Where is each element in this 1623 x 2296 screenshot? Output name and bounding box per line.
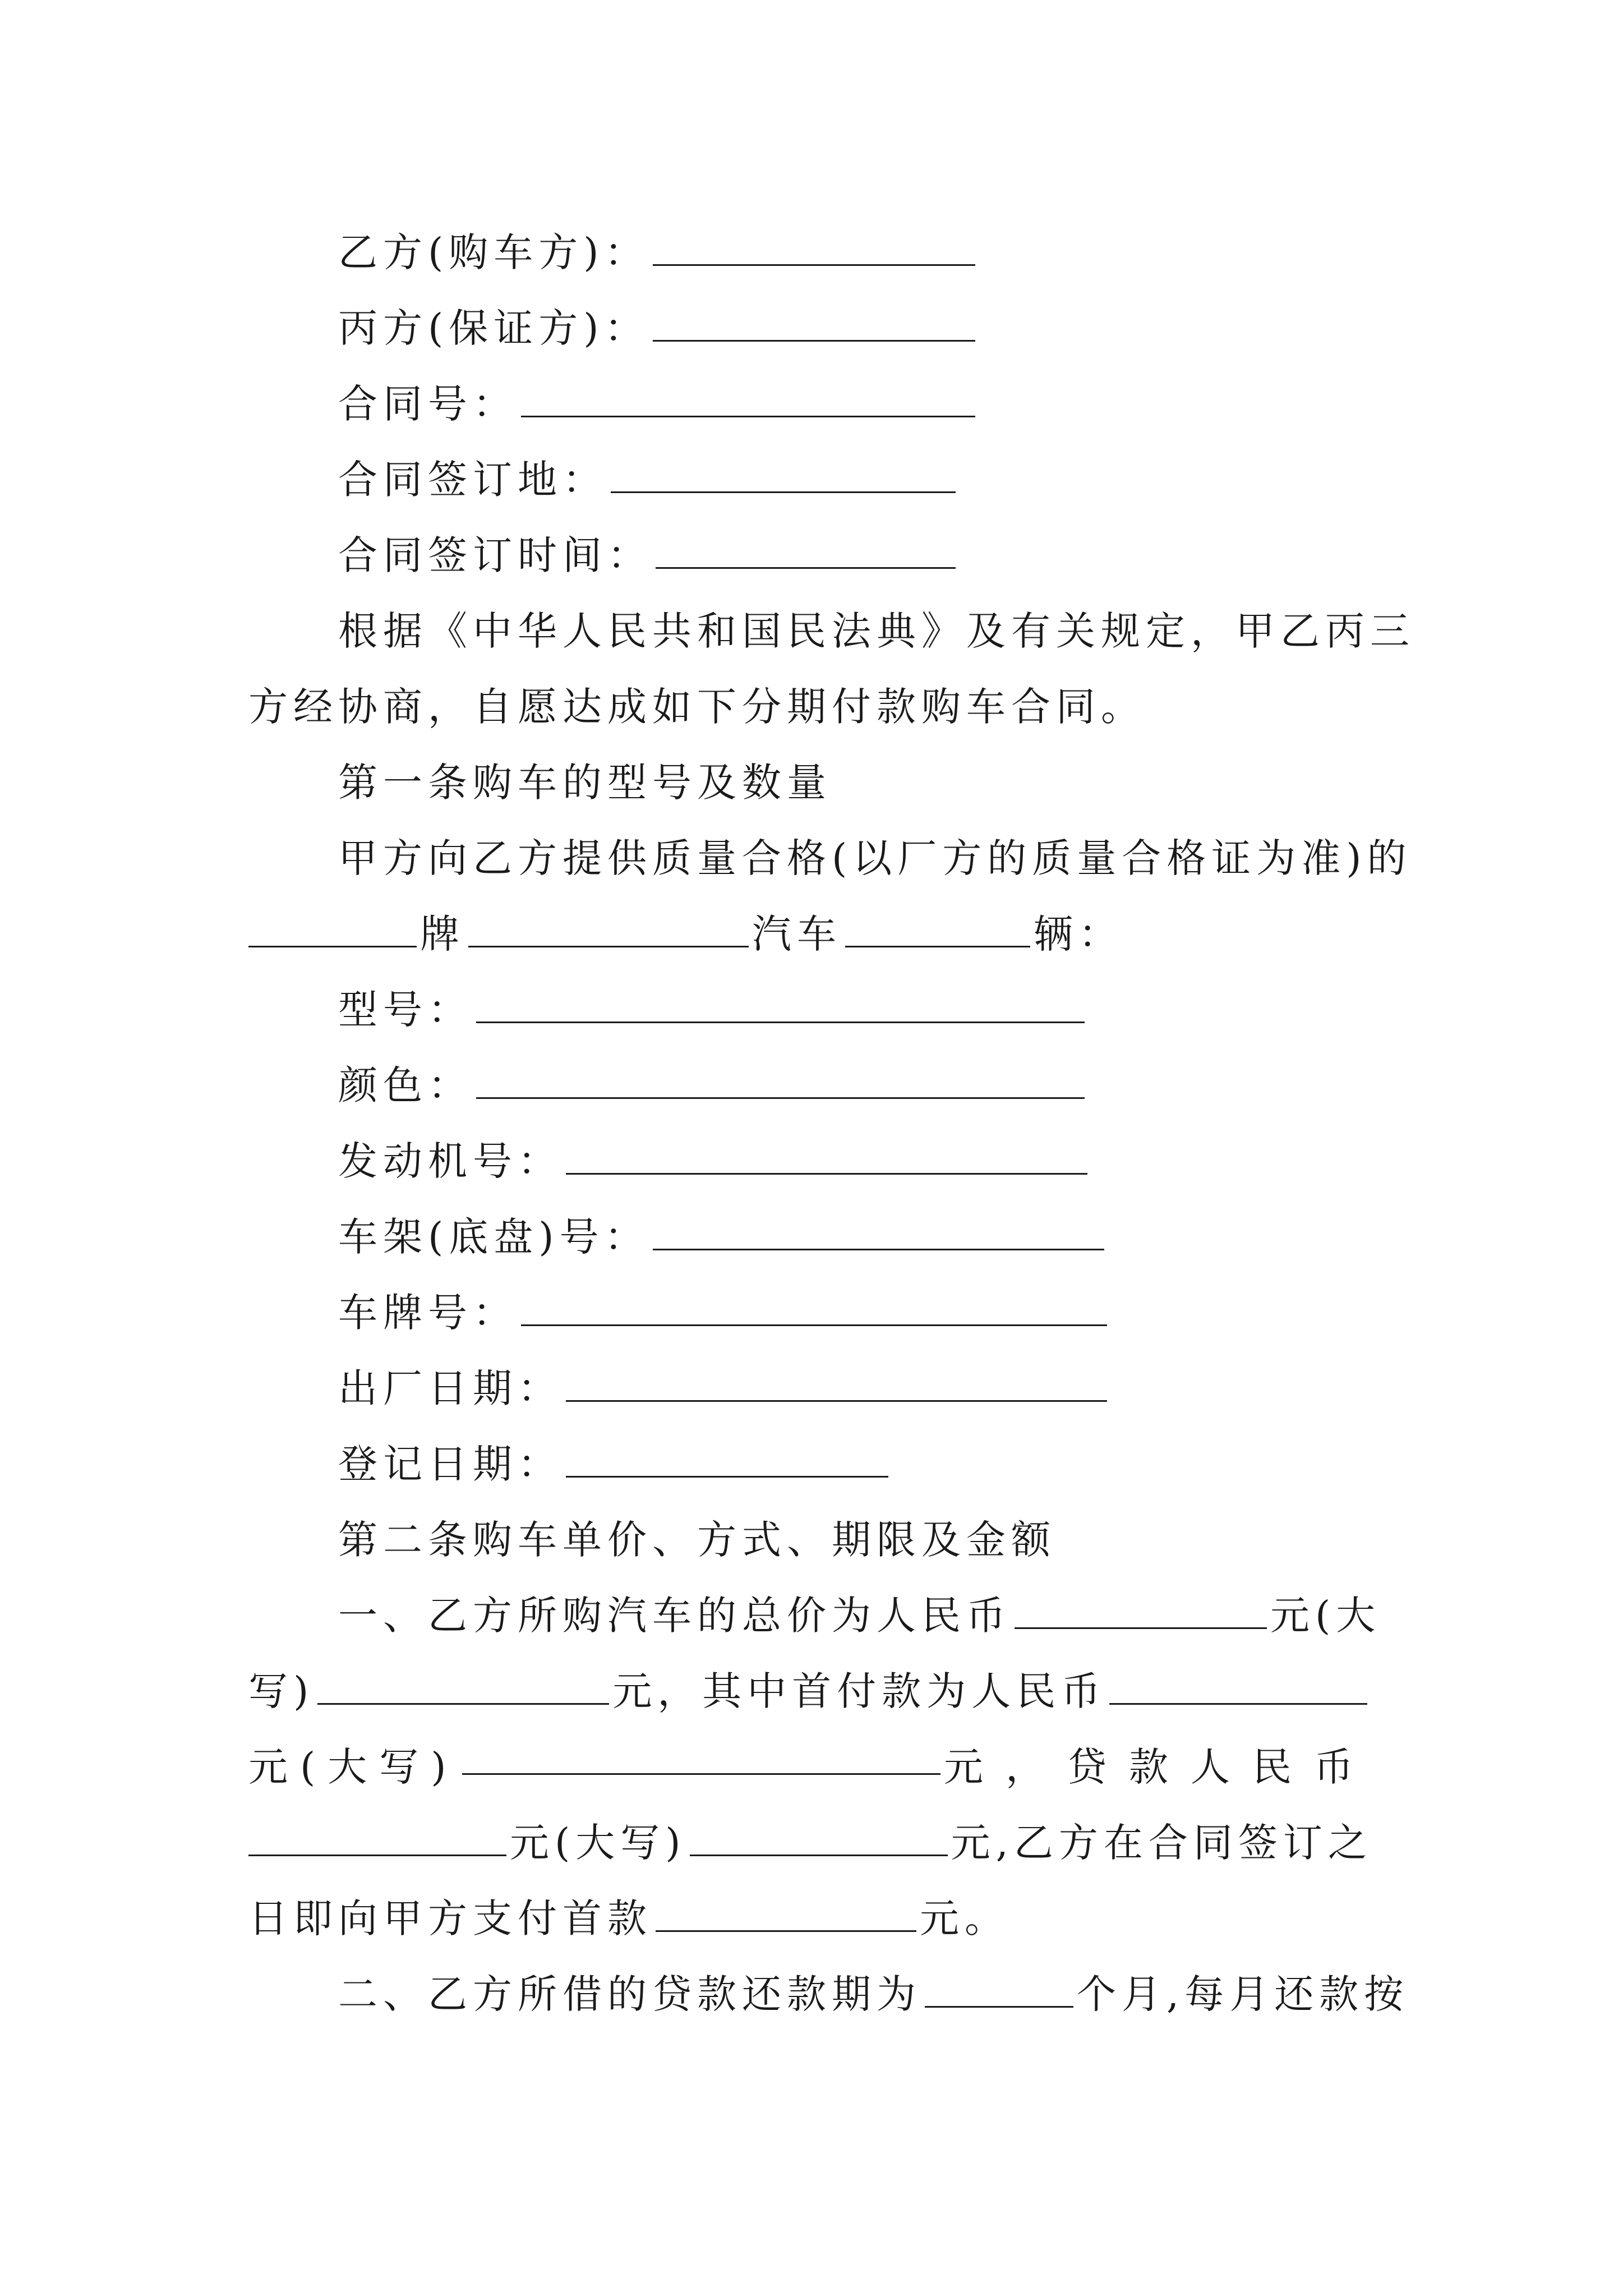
payment-day-text: 元,乙方在合同签订之 — [951, 1820, 1373, 1866]
unit-suffix: 辆： — [1034, 911, 1123, 957]
loan-caps-text: 元(大写) — [510, 1820, 686, 1866]
factory-date-label: 出厂日期： — [338, 1365, 562, 1411]
preamble-line-2: 方经协商，自愿达成如下分期付款购车合同。 — [248, 684, 1146, 730]
down-payment-caps-text: 元(大写) — [248, 1744, 459, 1790]
model-row — [338, 984, 1088, 1035]
car-name-blank[interactable] — [468, 914, 749, 947]
total-price-blank[interactable] — [1015, 1596, 1267, 1629]
buyer-blank[interactable] — [653, 233, 975, 266]
brand-blank[interactable] — [248, 914, 417, 947]
loan-text: 元，贷款人民币 — [944, 1744, 1376, 1790]
sign-time-blank[interactable] — [656, 536, 956, 569]
color-row — [338, 1060, 1088, 1111]
brand-suffix: 牌 — [420, 911, 465, 957]
first-payment-blank[interactable] — [656, 1899, 916, 1932]
register-date-label: 登记日期： — [338, 1441, 562, 1487]
down-payment-caps-blank[interactable] — [462, 1742, 940, 1775]
article1-title: 第一条购车的型号及数量 — [338, 760, 832, 806]
guarantor-blank[interactable] — [653, 309, 975, 342]
car-suffix: 汽车 — [752, 911, 842, 957]
chassis-blank[interactable] — [653, 1217, 1104, 1250]
engine-blank[interactable] — [566, 1142, 1087, 1175]
first-payment-unit: 元。 — [920, 1895, 1009, 1941]
register-date-row — [338, 1439, 892, 1489]
contract-no-label: 合同号： — [338, 381, 518, 427]
sign-place-blank[interactable] — [611, 460, 956, 493]
sign-place-row — [338, 454, 959, 505]
guarantor-label: 丙方(保证方)： — [338, 305, 649, 351]
repayment-tail: 个月,每月还款按 — [1077, 1971, 1409, 2017]
engine-row — [338, 1136, 1091, 1186]
guarantor-row — [338, 303, 979, 353]
plate-blank[interactable] — [521, 1293, 1107, 1326]
model-blank[interactable] — [476, 990, 1085, 1023]
loan-amount-row — [248, 1818, 1373, 1868]
caps-prefix: 写) — [248, 1668, 315, 1714]
buyer-label: 乙方(购车方)： — [338, 229, 649, 275]
total-price-text: 一、乙方所购汽车的总价为人民币 — [338, 1593, 1011, 1639]
repayment-text: 二、乙方所借的贷款还款期为 — [338, 1971, 921, 2017]
brand-row — [248, 909, 1123, 959]
chassis-row — [338, 1212, 1108, 1262]
plate-row — [338, 1287, 1110, 1338]
factory-date-row — [338, 1363, 1110, 1414]
total-price-row — [338, 1590, 1381, 1641]
loan-caps-blank[interactable] — [690, 1823, 948, 1856]
factory-date-blank[interactable] — [566, 1369, 1107, 1402]
plate-label: 车牌号： — [338, 1290, 518, 1336]
repayment-months-blank[interactable] — [925, 1975, 1073, 2008]
article1-line-1: 甲方向乙方提供质量合格(以厂方的质量合格证为准)的 — [338, 835, 1412, 881]
color-blank[interactable] — [476, 1066, 1085, 1099]
contract-no-blank[interactable] — [521, 384, 975, 417]
loan-amount-blank[interactable] — [248, 1823, 506, 1856]
down-payment-blank[interactable] — [1109, 1672, 1367, 1705]
first-payment-text: 日即向甲方支付首款 — [248, 1895, 652, 1941]
buyer-row — [338, 227, 979, 278]
color-label: 颜色： — [338, 1062, 473, 1108]
article2-title: 第二条购车单价、方式、期限及金额 — [338, 1517, 1056, 1563]
chassis-label: 车架(底盘)号： — [338, 1214, 649, 1260]
down-payment-caps-row — [248, 1742, 1376, 1792]
sign-time-row — [338, 530, 959, 581]
sign-time-label: 合同签订时间： — [338, 532, 652, 578]
contract-no-row — [338, 379, 979, 429]
preamble-line-1: 根据《中华人民共和国民法典》及有关规定，甲乙丙三 — [338, 608, 1415, 654]
register-date-blank[interactable] — [566, 1444, 888, 1478]
total-price-unit: 元(大 — [1270, 1593, 1381, 1639]
model-label: 型号： — [338, 987, 473, 1033]
quantity-blank[interactable] — [845, 914, 1030, 947]
sign-place-label: 合同签订地： — [338, 457, 607, 503]
engine-label: 发动机号： — [338, 1138, 562, 1184]
first-payment-row — [248, 1893, 1009, 1944]
total-price-caps-blank[interactable] — [317, 1672, 609, 1705]
total-price-caps-row — [248, 1666, 1371, 1717]
repayment-row — [338, 1969, 1409, 2019]
down-payment-text: 元，其中首付款为人民币 — [612, 1668, 1106, 1714]
